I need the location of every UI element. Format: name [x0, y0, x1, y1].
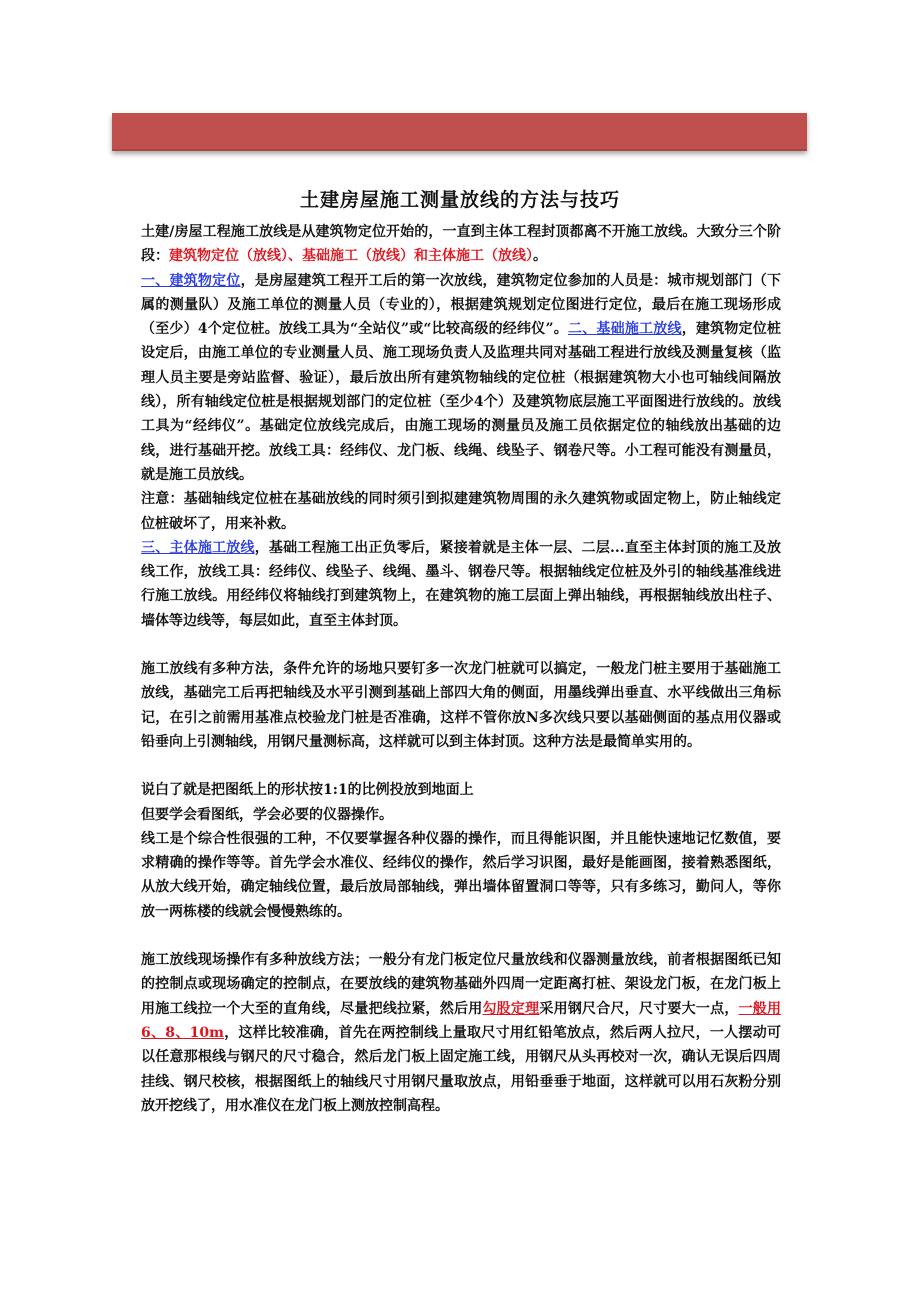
- intro-text: 土建/房屋工程施工放线是从建筑物定位开始的，一直到主体工程封顶都离不开施工放线。大致分三个阶段：: [141, 224, 781, 265]
- section-1-heading-link[interactable]: 一、建筑物定位: [141, 272, 241, 289]
- section-1-text: ，是房屋建筑工程开工后的第一次放线，建筑物定位参加的人员是：城市规划部门（下属的测量队）及施工单位的测量人员（专业的），根据建筑规划定位图进行定位，最后在施工现场形成（至少）4个定位桩。放线工具为“全站仪”或“比较高级的经纬仪”。: [141, 272, 782, 338]
- onsite-text-b: 采用钢尺合尺，尺寸要大一点，: [539, 1000, 739, 1017]
- spacer: [141, 754, 781, 778]
- stages-highlight: 建筑物定位（放线）、基础施工（放线）和主体施工（放线）: [169, 248, 533, 265]
- section-3: [141, 536, 781, 633]
- summary-line-2: 但要学会看图纸，学会必要的仪器操作。: [141, 806, 393, 823]
- summary-line: 说白了就是把图纸上的形状按1:1的比例投放到地面上: [141, 782, 474, 799]
- note-paragraph: 注意：基础轴线定位桩在基础放线的同时须引到拟建建筑物周围的永久建筑物或固定物上，防止轴线定位桩破坏了，用来补救。: [141, 491, 781, 532]
- section-2-heading-link[interactable]: 二、基础施工放线: [567, 321, 682, 338]
- pythagorean-link[interactable]: 勾股定理: [482, 1000, 540, 1017]
- intro-end: 。: [533, 248, 547, 265]
- onsite-paragraph: [141, 948, 781, 1118]
- intro-paragraph: [141, 220, 781, 269]
- methods-paragraph: 施工放线有多种方法，条件允许的场地只要钉多一次龙门桩就可以搞定，一般龙门桩主要用于基础施工放线，基础完工后再把轴线及水平引测到基础上部四大角的侧面，用墨线弹出垂直、水平线做出三角标记，在引之前需用基准点校验龙门桩是否准确，这样不管你放N多次线只要以基础侧面的基点用仪器或铅垂向上引测轴线，用钢尺量测标高，这样就可以到主体封顶。这种方法是最简单实用的。: [141, 661, 781, 750]
- document-body: [141, 220, 781, 1118]
- section-1: [141, 269, 781, 488]
- section-3-text: ，基础工程施工出正负零后，紧接着就是主体一层、二层...直至主体封顶的施工及放线工作，放线工具：经纬仪、线坠子、线绳、墨斗、钢卷尺等。根据轴线定位桩及外引的轴线基准线进行施工放线。用经纬仪将轴线打到建筑物上，在建筑物的施工层面上弹出轴线，再根据轴线放出柱子、墙体等边线等，每层如此，直至主体封顶。: [141, 539, 782, 629]
- section-3-heading-link[interactable]: 三、主体施工放线: [141, 539, 255, 556]
- spacer: [141, 924, 781, 948]
- onsite-text-c: ，这样比较准确，首先在两控制线上量取尺寸用红铅笔放点，然后两人拉尺，一人摆动可以任意那根线与钢尺的尺寸稳合，然后龙门板上固定施工线，用钢尺从头再校对一次，确认无误后四周挂线、钢尺校核，根据图纸上的轴线尺寸用钢尺量取放点，用铅垂垂于地面，这样就可以用石灰粉分别放开挖线了，用水准仪在龙门板上测放控制高程。: [141, 1024, 782, 1114]
- section-2-text: ，建筑物定位桩设定后，由施工单位的专业测量人员、施工现场负责人及监理共同对基础工程进行放线及测量复核（监理人员主要是旁站监督、验证），最后放出所有建筑物轴线的定位桩（根据建筑物大小也可轴线间隔放线），所有轴线定位桩是根据规划部门的定位桩（至少4个）及建筑物底层施工平面图进行放线的。放线工具为“经纬仪”。基础定位放线完成后，由施工现场的测量员及施工员依据定位的轴线放出基础的边线，进行基础开挖。放线工具：经纬仪、龙门板、线绳、线坠子、钢卷尺等。小工程可能没有测量员，就是施工员放线。: [141, 321, 782, 483]
- document-title: 土建房屋施工测量放线的方法与技巧: [299, 189, 620, 211]
- measurement-highlight: 一般用6、8、10m: [141, 1000, 782, 1041]
- header-banner: [112, 113, 807, 151]
- spacer: [141, 633, 781, 657]
- onsite-text-a: 施工放线现场操作有多种放线方法；一般分有龙门板定位尺量放线和仪器测量放线，前者根据图纸已知的控制点或现场确定的控制点，在要放线的建筑物基础外四周一定距离打桩、架设龙门板，在龙门板上用施工线拉一个大至的直角线，尽量把线拉紧，然后用: [141, 952, 781, 1017]
- skills-paragraph: 线工是个综合性很强的工种，不仅要掌握各种仪器的操作，而且得能识图，并且能快速地记忆数值，要求精确的操作等等。首先学会水准仪、经纬仪的操作，然后学习识图，最好是能画图，接着熟悉图纸，从放大线开始，确定轴线位置，最后放局部轴线，弹出墙体留置洞口等等，只有多练习，勤问人，等你放一两栋楼的线就会慢慢熟练的。: [141, 830, 781, 920]
